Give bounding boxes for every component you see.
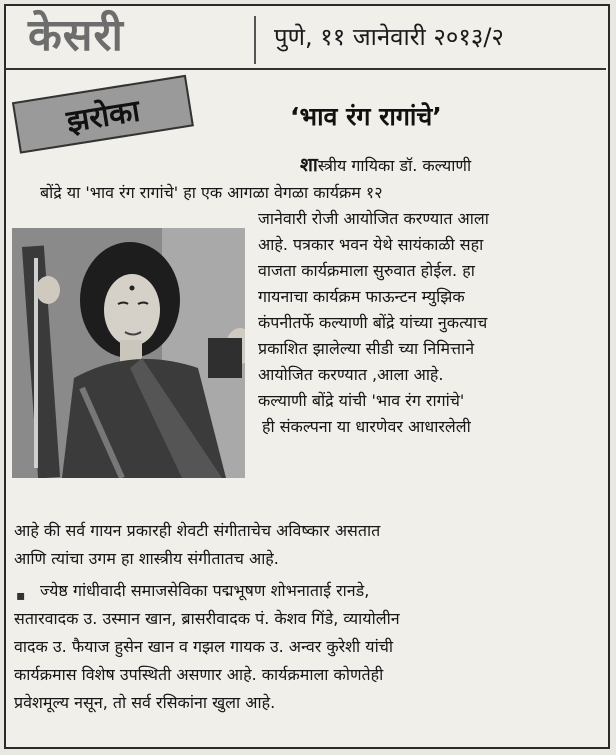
masthead (6, 6, 606, 70)
article-line-5: गायनाचा कार्यक्रम फाऊन्टन म्युझिक (258, 287, 465, 306)
dateline: पुणे, ११ जानेवारी २०१३/२ (274, 23, 504, 51)
para2-line-0: ज्येष्ठ गांधीवादी समाजसेविका पद्मभूषण शोभनाताई रानडे, (40, 581, 370, 600)
article-line-4: वाजता कार्यक्रमाला सुरुवात होईल. हा (258, 261, 475, 280)
article-line-10: ही संकल्पना या धारणेवर आधारलेली (262, 417, 471, 436)
section-tag: झरोका (12, 75, 194, 154)
headline: ‘भाव रंग रागांचे’ (290, 102, 442, 131)
para2-line-1: सतारवादक उ. उस्मान खान, ब्रासरीवादक पं. केशव गिंडे, व्यायोलीन (14, 609, 400, 628)
article-line-11: आहे की सर्व गायन प्रकारही शेवटी संगीताचेच अविष्कार असतात (14, 521, 381, 540)
article-line-0: स्त्रीय गायिका डॉ. कल्याणी (317, 156, 472, 175)
article-line-1: बोंद्रे या 'भाव रंग रागांचे' हा एक आगळा वेगळा कार्यक्रम १२ (40, 183, 383, 202)
singer-photo-image (12, 228, 245, 478)
article-line-6: कंपनीतर्फे कल्याणी बोंद्रे यांच्या नुकत्याच (258, 313, 488, 332)
singer-photo (12, 228, 245, 478)
para2-line-3: कार्यक्रमास विशेष उपस्थिती असणार आहे. कार्यक्रमाला कोणतेही (14, 665, 384, 684)
para2-line-2: वादक उ. फैयाज हुसेन खान व गझल गायक उ. अन्वर कुरेशी यांची (14, 637, 394, 656)
article-dropcap: शा (300, 154, 318, 176)
masthead-divider (254, 16, 256, 64)
newspaper-logo: केसरी (28, 10, 124, 61)
article-line-9: कल्याणी बोंद्रे यांची 'भाव रंग रागांचे' (258, 391, 465, 410)
article-line-7: प्रकाशित झालेल्या सीडी च्या निमित्ताने (258, 339, 475, 358)
paragraph-bullet: ▪ (16, 588, 26, 604)
article-line-12: आणि त्यांचा उगम हा शास्त्रीय संगीतातच आहे. (14, 549, 279, 568)
article-line-8: आयोजित करण्यात ,आला आहे. (258, 365, 444, 384)
article-line-2: जानेवारी रोजी आयोजित करण्यात आला (258, 209, 489, 228)
para2-line-4: प्रवेशमूल्य नसून, तो सर्व रसिकांना खुला आहे. (14, 693, 276, 712)
article-line (300, 152, 471, 179)
article-line-3: आहे. पत्रकार भवन येथे सायंकाळी सहा (258, 235, 484, 254)
